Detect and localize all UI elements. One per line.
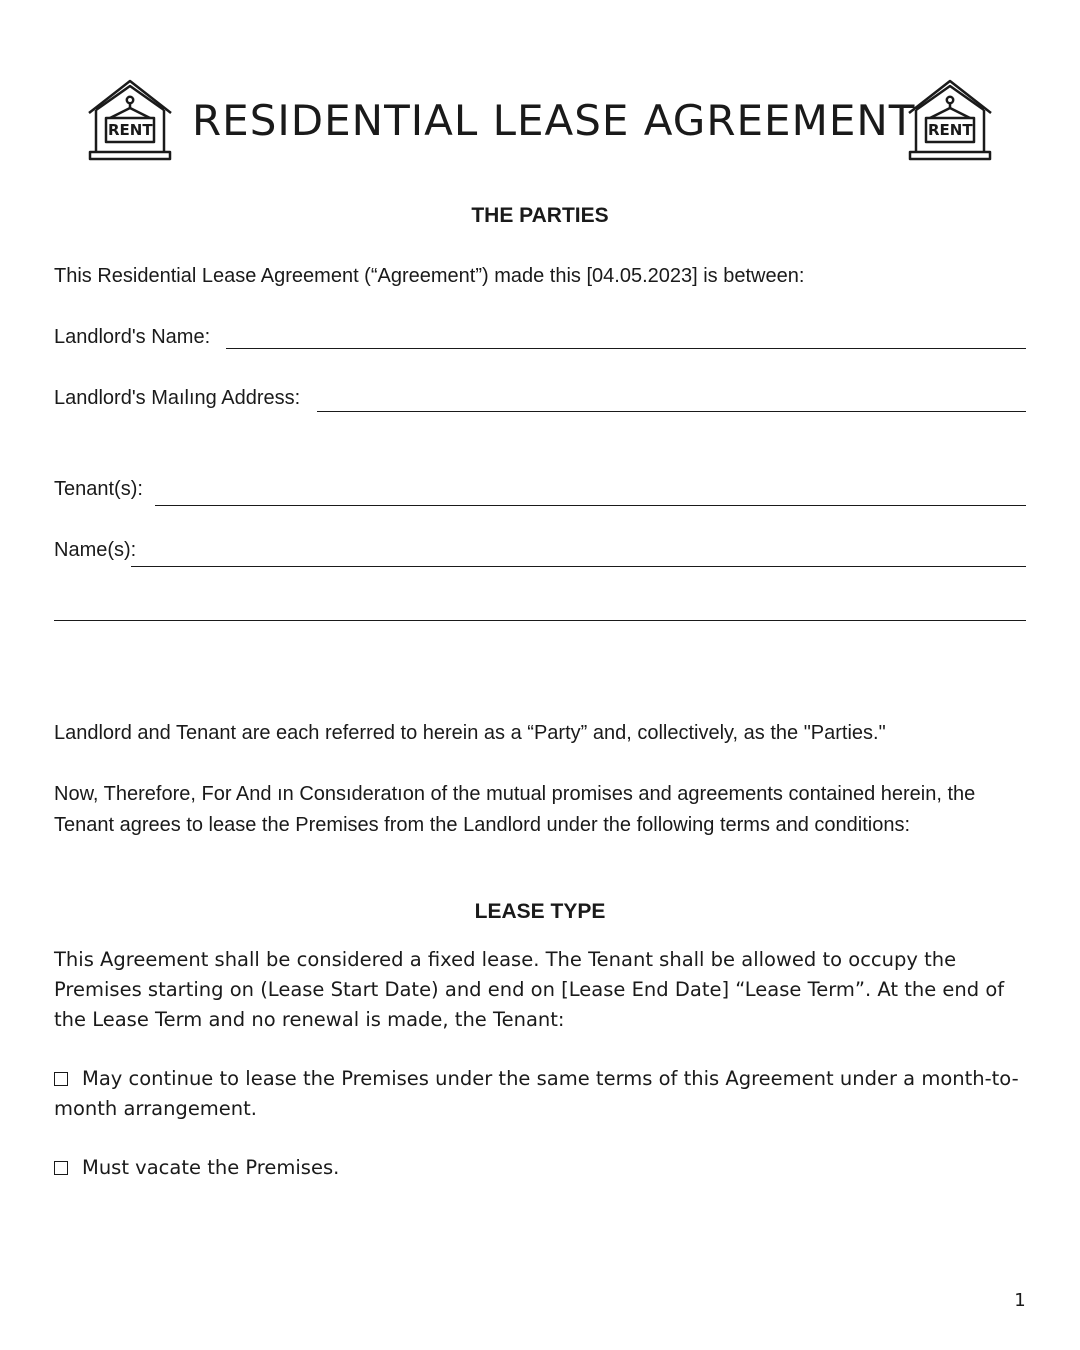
page-number: 1 xyxy=(1014,1290,1026,1311)
lease-type-body: This Agreement shall be considered a fixed lease. The Tenant shall be allowed to occupy the Premises starting on (Lease Start Date) and end on [Lease End Date] “Lease Term”. At the end of the Lease Term and no renewal is made, the Tenant: xyxy=(54,948,1005,1031)
option-label: May continue to lease the Premises under the same terms of this Agreement under a month-to-month arrangement. xyxy=(54,1067,1019,1120)
parties-heading: THE PARTIES xyxy=(471,204,609,227)
option-month-to-month xyxy=(54,1064,1029,1124)
option-label: Must vacate the Premises. xyxy=(82,1156,340,1179)
consideration-text: Now, Therefore, For And ın Consıderatıon of the mutual promises and agreements contained herein, the Tenant agrees to lease the Premises from the Landlord under the following terms and conditions: xyxy=(54,783,976,836)
parties-reference-text: Landlord and Tenant are each referred to herein as a “Party” and, collectively, as the "Parties." xyxy=(54,722,886,744)
rent-icon-label: RENT xyxy=(928,121,973,139)
names-field-continued[interactable] xyxy=(54,620,1026,621)
names-field[interactable] xyxy=(131,566,1026,567)
tenants-field[interactable] xyxy=(155,505,1026,506)
checkbox-month-to-month[interactable] xyxy=(54,1072,68,1086)
rent-sign-house-icon xyxy=(86,78,174,162)
document-header xyxy=(86,78,994,164)
rent-icon-label: RENT xyxy=(108,121,153,139)
option-vacate xyxy=(54,1153,1029,1183)
document-title: RESIDENTIAL LEASE AGREEMENT xyxy=(192,96,916,145)
landlord-address-field[interactable] xyxy=(317,411,1026,412)
tenants-label: Tenant(s): xyxy=(54,478,143,500)
landlord-name-label: Landlord's Name: xyxy=(54,326,211,348)
lease-type-heading: LEASE TYPE xyxy=(474,900,606,923)
landlord-address-label: Landlord's Maılıng Address: xyxy=(54,387,301,409)
landlord-name-field[interactable] xyxy=(226,348,1026,349)
rent-sign-house-icon xyxy=(906,78,994,162)
checkbox-vacate[interactable] xyxy=(54,1161,68,1175)
agreement-intro: This Residential Lease Agreement (“Agreement”) made this [04.05.2023] is between: xyxy=(54,265,805,287)
names-label: Name(s): xyxy=(54,539,137,561)
